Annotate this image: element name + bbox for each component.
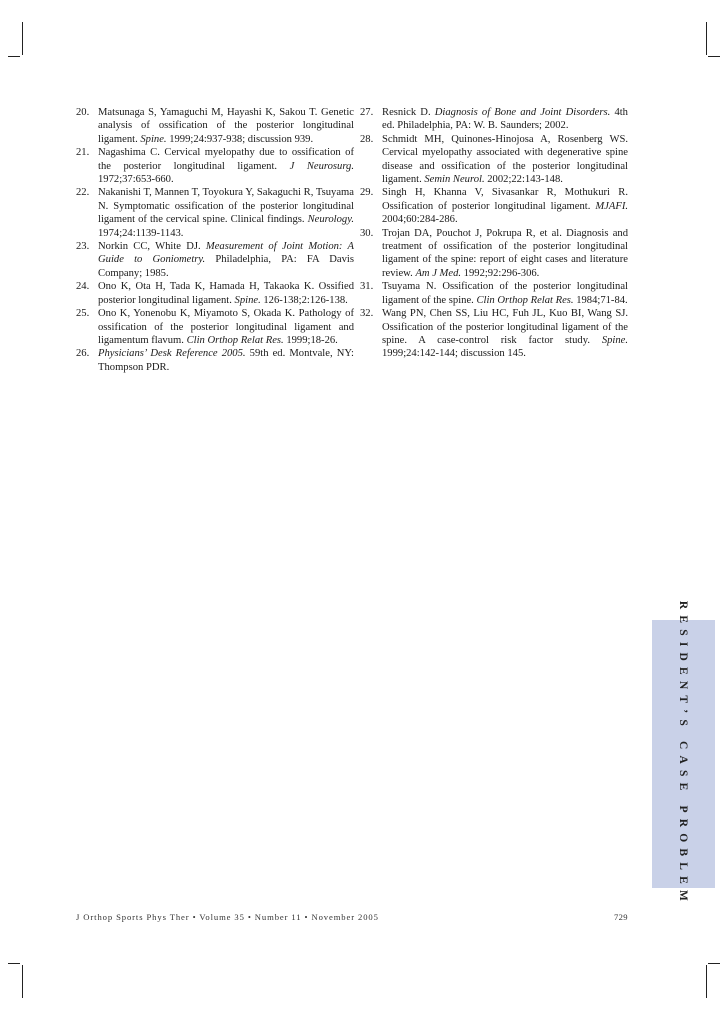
reference-text: Singh H, Khanna V, Sivasankar R, Mothukuri R. Ossification of posterior longitudinal ligament. (382, 187, 628, 212)
reference-text: Philadelphia, PA: FA Davis Company; 1985. (98, 254, 354, 279)
reference-text: 1999;24:937-938; discussion 939. (166, 133, 314, 145)
reference-source: Spine. (234, 294, 261, 306)
reference-number: 25. (76, 308, 90, 320)
reference-text: 126-138;2:126-138. (260, 294, 348, 306)
reference-item (360, 133, 628, 187)
crop-mark (22, 22, 23, 55)
reference-text: Norkin CC, White DJ. (98, 241, 206, 253)
reference-item (360, 106, 628, 133)
reference-item (360, 186, 628, 226)
reference-number: 22. (76, 187, 90, 199)
reference-item (76, 146, 354, 186)
page-number: 729 (614, 912, 628, 922)
references-left-column (76, 106, 354, 374)
reference-number: 24. (76, 281, 90, 293)
reference-text: Schmidt MH, Quinones-Hinojosa A, Rosenberg WS. Cervical myelopathy associated with degenerative spine disease and ossification of the posterior longitudinal ligament. (382, 133, 628, 186)
reference-item (76, 347, 354, 374)
reference-source: Physicians’ Desk Reference 2005. (98, 348, 246, 360)
reference-text: Ono K, Yonenobu K, Miyamoto S, Okada K. Pathology of ossification of the posterior longitudinal ligament and ligamentum flavum. (98, 308, 354, 346)
footer-journal: J Orthop Sports Phys Ther • Volume 35 • Number 11 • November 2005 (76, 912, 379, 922)
section-tab (652, 600, 715, 908)
reference-text: 1972;37:653-660. (98, 174, 174, 186)
reference-text: Tsuyama N. Ossification of the posterior longitudinal ligament of the spine. (382, 281, 628, 306)
reference-source: Clin Orthop Relat Res. (186, 334, 284, 346)
reference-number: 26. (76, 348, 90, 360)
reference-number: 30. (360, 227, 374, 239)
reference-number: 29. (360, 187, 374, 199)
reference-text: 1984;71-84. (573, 294, 628, 306)
reference-number: 31. (360, 281, 374, 293)
reference-number: 23. (76, 241, 90, 253)
reference-text: Nakanishi T, Mannen T, Toyokura Y, Sakaguchi R, Tsuyama N. Symptomatic ossification of the posterior longitudinal ligament of the cervical spine. Clinical findings. (98, 187, 354, 226)
reference-item (360, 227, 628, 281)
crop-mark (706, 22, 707, 55)
reference-text: Trojan DA, Pouchot J, Pokrupa R, et al. Diagnosis and treatment of ossification of the posterior longitudinal ligament of the spine: report of eight cases and literature review. (382, 227, 628, 279)
reference-number: 20. (76, 107, 90, 118)
reference-text: 1992;92:296-306. (461, 267, 540, 279)
reference-text: 1974;24:1139-1143. (98, 227, 184, 239)
reference-text: Ono K, Ota H, Tada K, Hamada H, Takaoka K. Ossified posterior longitudinal ligament. (98, 281, 354, 306)
reference-text: 2002;22:143-148. (484, 174, 563, 186)
references-right-column (360, 106, 628, 361)
reference-source: Diagnosis of Bone and Joint Disorders. (434, 107, 611, 118)
reference-item (76, 106, 354, 146)
reference-item (360, 307, 628, 361)
reference-item (360, 280, 628, 307)
crop-mark (22, 965, 23, 998)
reference-item (76, 240, 354, 280)
crop-mark (708, 56, 720, 57)
reference-text: 4th ed. Philadelphia, PA: W. B. Saunders; 2002. (382, 107, 628, 132)
reference-source: Measurement of Joint Motion: A Guide to Goniometry. (98, 241, 354, 266)
crop-mark (8, 963, 20, 964)
reference-text: 59th ed. Montvale, NY: Thompson PDR. (98, 348, 354, 373)
crop-mark (706, 965, 707, 998)
reference-source: Am J Med. (415, 267, 462, 279)
reference-number: 27. (360, 107, 374, 118)
reference-text: 1999;24:142-144; discussion 145. (382, 348, 526, 360)
reference-item (76, 307, 354, 347)
reference-number: 32. (360, 308, 374, 320)
crop-mark (708, 963, 720, 964)
reference-number: 28. (360, 133, 374, 145)
reference-item (76, 186, 354, 240)
section-tab-label: RESIDENT’S CASE PROBLEM (677, 600, 690, 908)
reference-text: 2004;60:284-286. (382, 214, 458, 226)
reference-source: Clin Orthop Relat Res. (476, 294, 574, 306)
reference-text: Wang PN, Chen SS, Liu HC, Fuh JL, Kuo BI, Wang SJ. Ossification of the posterior longitudinal ligament of the spine. A case-control risk factor study. (382, 308, 628, 346)
reference-source: Semin Neurol. (424, 174, 485, 186)
reference-source: J Neurosurg. (289, 160, 354, 172)
reference-text: 1999;18-26. (283, 334, 338, 346)
reference-source: MJAFI. (595, 200, 628, 212)
reference-text: Resnick D. (382, 107, 435, 118)
reference-text: Nagashima C. Cervical myelopathy due to ossification of the posterior longitudinal ligament. (98, 147, 354, 172)
reference-source: Neurology. (307, 214, 354, 226)
reference-item (76, 280, 354, 307)
reference-source: Spine. (140, 133, 167, 145)
crop-mark (8, 56, 20, 57)
reference-source: Spine. (601, 334, 628, 346)
reference-number: 21. (76, 147, 90, 159)
reference-text: Matsunaga S, Yamaguchi M, Hayashi K, Sakou T. Genetic analysis of ossification of the posterior longitudinal ligament. (98, 107, 354, 145)
